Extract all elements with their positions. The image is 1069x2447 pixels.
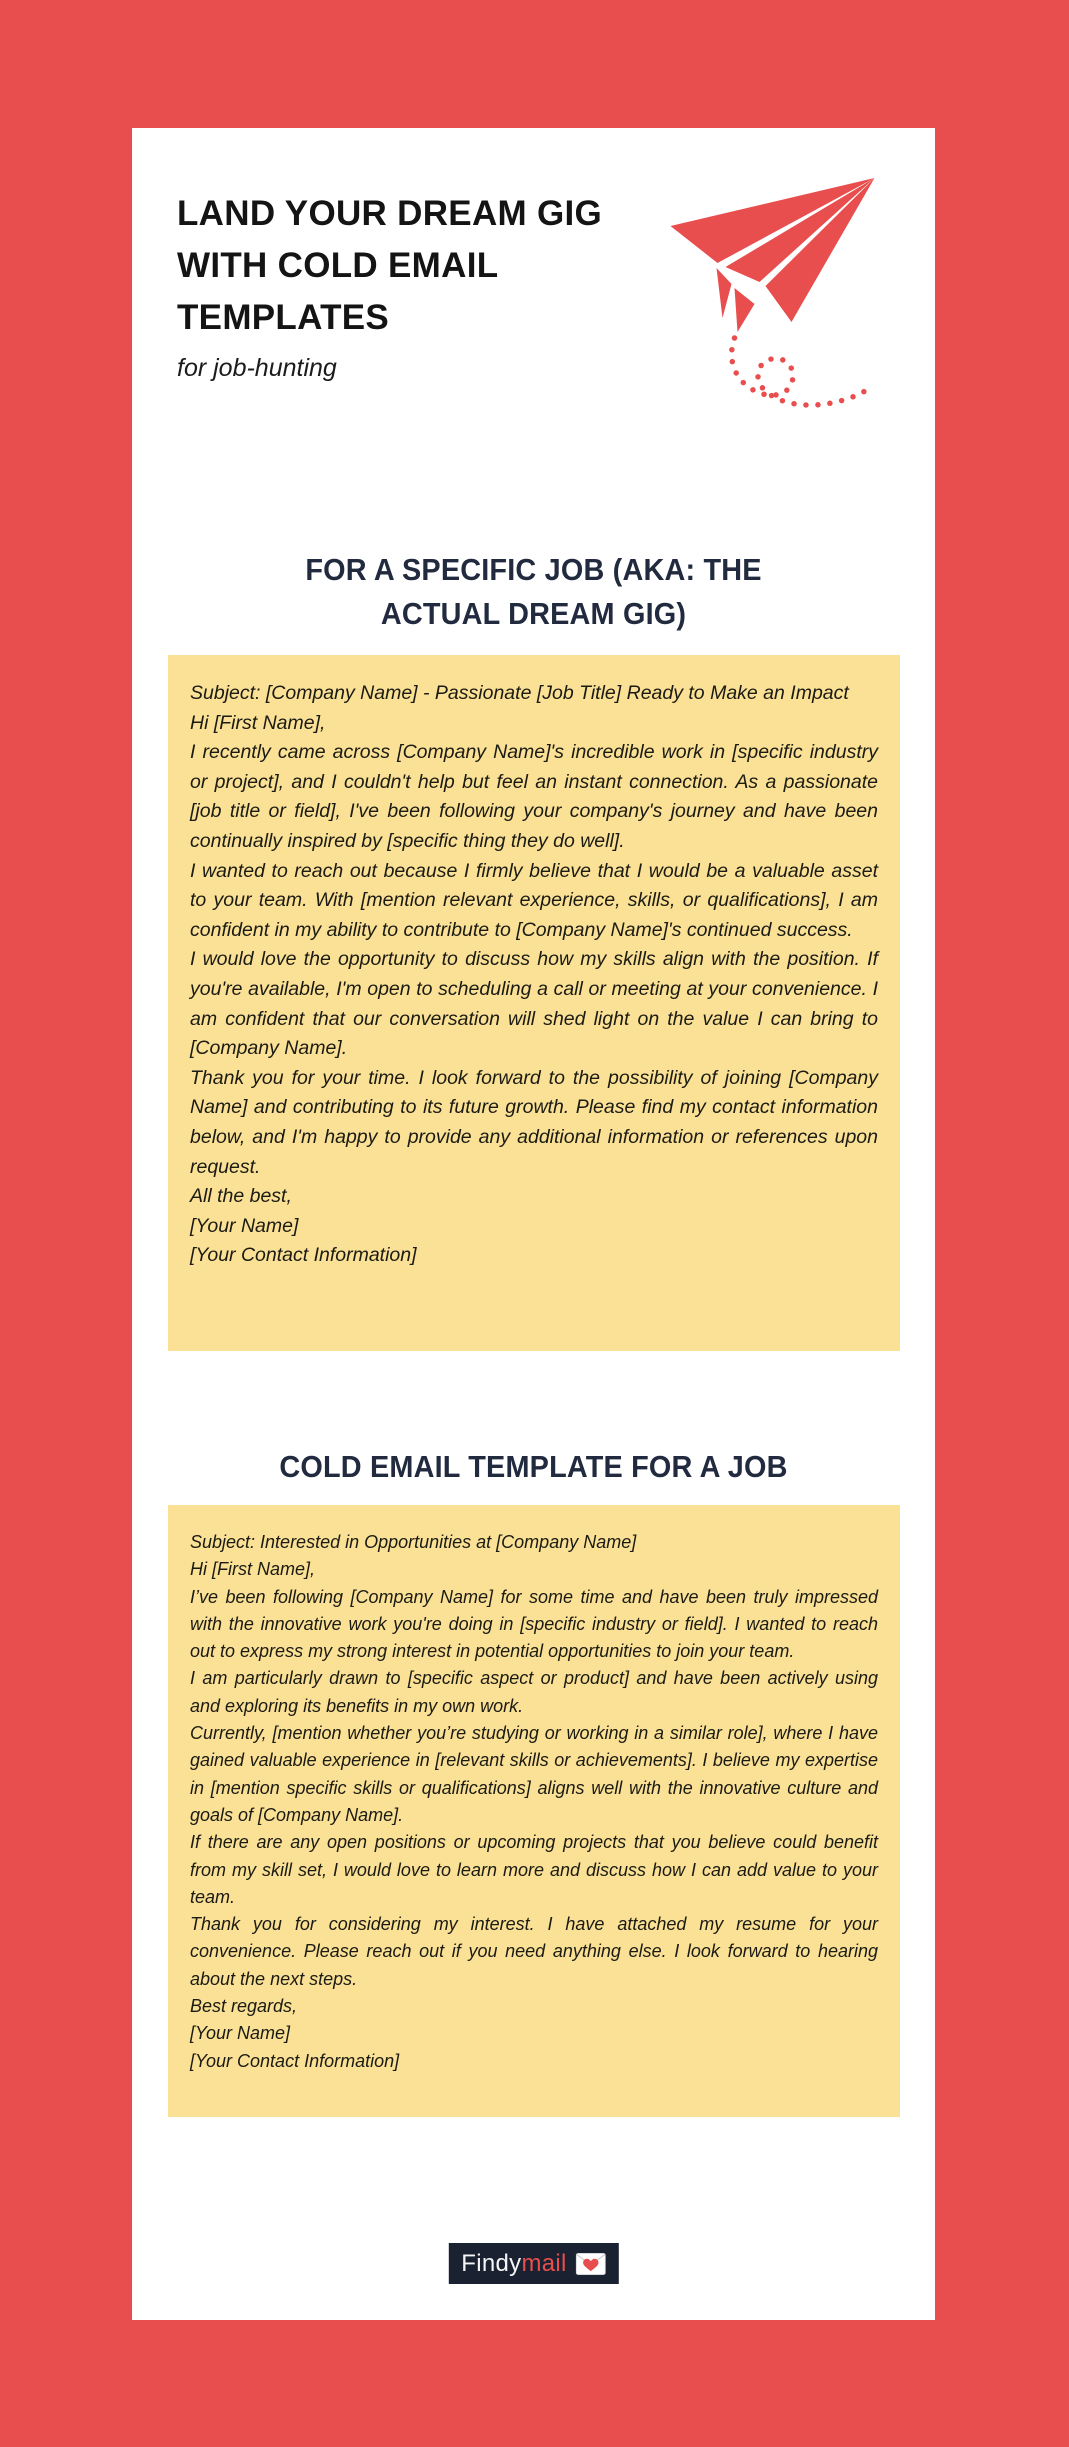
email-template-box-job: [168, 1505, 900, 2117]
email-template-box-specific-job: [168, 655, 900, 1351]
page-title-line: TEMPLATES: [177, 298, 390, 337]
template-paragraph: [Your Contact Information]: [190, 1244, 417, 1267]
paper-plane-icon: [630, 166, 915, 416]
template-paragraph: Thank you for considering my interest. I have attached my resume for your convenience. Please reach out if you need anything else. I look forward to hearing about the next steps.: [190, 1914, 878, 1989]
template-paragraph: I would love the opportunity to discuss how my skills align with the position. If you're available, I'm open to scheduling a call or meeting at your convenience. I am confident that our conversation will shed light on the value I can bring to [Company Name].: [190, 948, 878, 1060]
template-paragraph: Currently, [mention whether you’re studying or working in a similar role], where I have gained valuable experience in [relevant skills or achievements]. I believe my expertise in [mention specific skills or qualifications] aligns well with the innovative culture and goals of [Company Name].: [190, 1723, 878, 1825]
template-paragraph: I’ve been following [Company Name] for some time and have been truly impressed with the innovative work you're doing in [specific industry or field]. I wanted to reach out to express my strong interest in potential opportunities to join your team.: [190, 1586, 878, 1662]
section-heading-specific-job: FOR A SPECIFIC JOB (AKA: THE ACTUAL DREAM GIG): [305, 552, 762, 631]
template-paragraph: Hi [First Name],: [190, 1559, 316, 1580]
findymail-logo: [448, 2243, 618, 2284]
template-paragraph: All the best,: [190, 1185, 292, 1208]
template-paragraph: [Your Name]: [190, 2023, 291, 2044]
logo-text-findy: Findy: [461, 2249, 522, 2277]
template-paragraph: Subject: [Company Name] - Passionate [Job Title] Ready to Make an Impact: [190, 682, 849, 704]
envelope-heart-icon: [576, 2253, 606, 2275]
template-paragraph: [Your Name]: [190, 1214, 299, 1237]
section-heading-job: COLD EMAIL TEMPLATE FOR A JOB: [279, 1449, 788, 1484]
template-paragraph: Subject: Interested in Opportunities at [Company Name]: [190, 1532, 637, 1552]
template-paragraph: [Your Contact Information]: [190, 2050, 400, 2071]
template-paragraph: Thank you for your time. I look forward to the possibility of joining [Company Name] and contributing to its future growth. Please find my contact information below, and I'm happy to provide any additional information or references upon request.: [190, 1066, 878, 1178]
poster-card: [132, 128, 935, 2320]
poster-header: [177, 188, 647, 383]
template-paragraph: I recently came across [Company Name]'s incredible work in [specific industry or project], and I couldn't help but feel an instant connection. As a passionate [job title or field], I've been following your company's journey and have been continually inspired by [specific thing they do well].: [190, 741, 878, 852]
page-title-line: WITH COLD EMAIL: [177, 246, 499, 285]
template-paragraph: If there are any open positions or upcoming projects that you believe could benefit from my skill set, I would love to learn more and discuss how I can add value to your team.: [190, 1832, 878, 1907]
page-subtitle: for job-hunting: [177, 354, 337, 382]
template-paragraph: Hi [First Name],: [190, 711, 326, 734]
page-title-line: LAND YOUR DREAM GIG: [177, 194, 603, 233]
logo-text-mail: mail: [521, 2249, 567, 2277]
template-paragraph: I wanted to reach out because I firmly believe that I would be a valuable asset to your team. With [mention relevant experience, skills, or qualifications], I am confident in my ability to contribute to [Company Name]'s continued success.: [190, 859, 878, 941]
template-paragraph: Best regards,: [190, 1996, 298, 2017]
template-paragraph: I am particularly drawn to [specific aspect or product] and have been actively using and exploring its benefits in my own work.: [190, 1668, 878, 1716]
page-title: [177, 188, 647, 344]
